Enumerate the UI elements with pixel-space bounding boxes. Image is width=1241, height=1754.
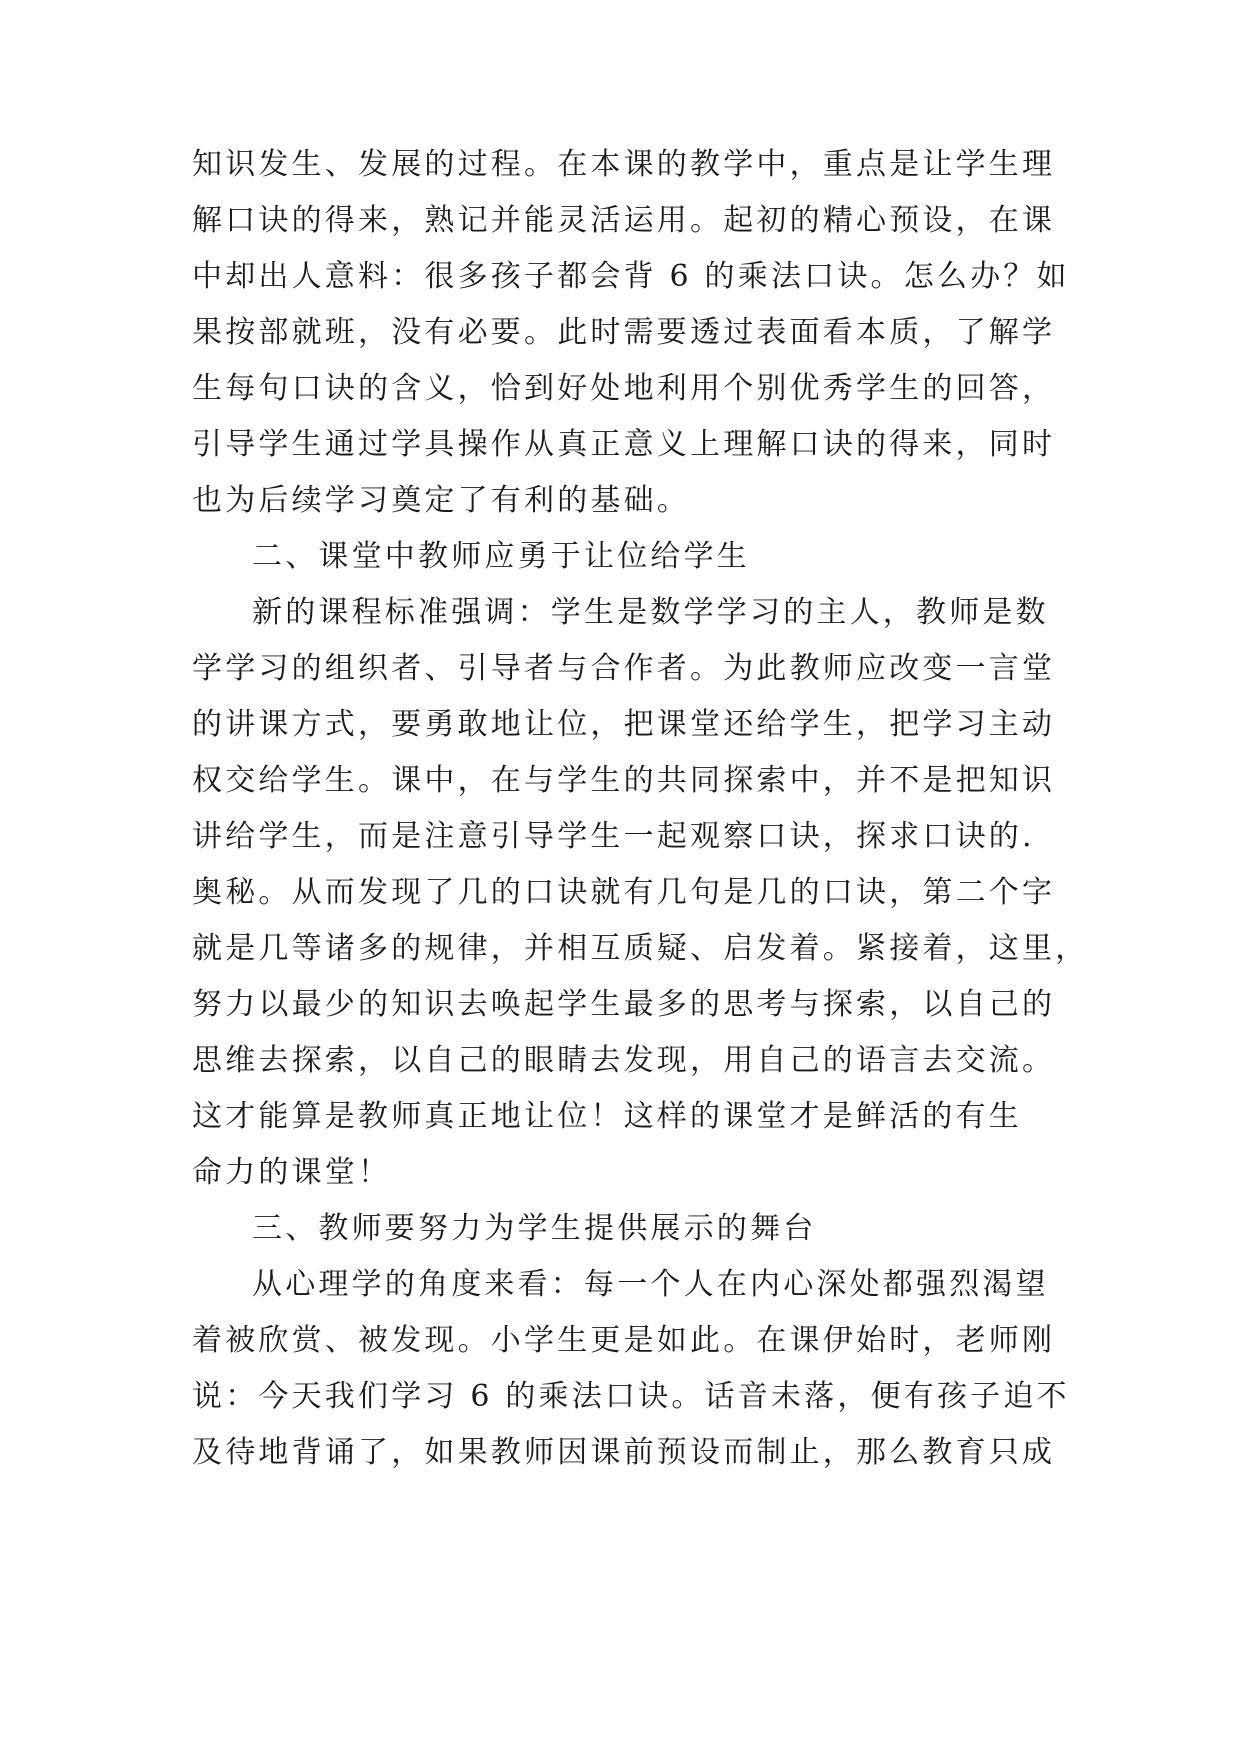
text-line: 讲给学生，而是注意引导学生一起观察口诀，探求口诀的. <box>192 819 1035 854</box>
text-line: 引导学生通过学具操作从真正意义上理解口诀的得来，同时 <box>192 427 1056 462</box>
text-line: 解口诀的得来，熟记并能灵活运用。起初的精心预设，在课 <box>192 203 1056 238</box>
text-line: 的讲课方式，要勇敢地让位，把课堂还给学生，把学习主动 <box>192 707 1056 742</box>
text-line: 果按部就班，没有必要。此时需要透过表面看本质，了解学 <box>192 315 1056 350</box>
section-heading: 二、课堂中教师应勇于让位给学生 <box>252 539 750 574</box>
text-line: 就是几等诸多的规律，并相互质疑、启发着。紧接着，这里， <box>192 931 1089 966</box>
text-line: 学学习的组织者、引导者与合作者。为此教师应改变一言堂 <box>192 651 1056 686</box>
text-line: 努力以最少的知识去唤起学生最多的思考与探索，以自己的 <box>192 987 1056 1022</box>
text-line: 这才能算是教师真正地让位！这样的课堂才是鲜活的有生 <box>192 1099 1022 1134</box>
text-line: 从心理学的角度来看：每一个人在内心深处都强烈渴望 <box>252 1267 1049 1302</box>
text-line: 新的课程标准强调：学生是数学学习的主人，教师是数 <box>252 595 1049 630</box>
text-line: 及待地背诵了，如果教师因课前预设而制止，那么教育只成 <box>192 1435 1056 1470</box>
text-line: 生每句口诀的含义，恰到好处地利用个别优秀学生的回答， <box>192 371 1056 406</box>
text-line: 权交给学生。课中，在与学生的共同探索中，并不是把知识 <box>192 763 1056 798</box>
text-line: 思维去探索，以自己的眼睛去发现，用自己的语言去交流。 <box>192 1043 1056 1078</box>
text-line: 中却出人意料：很多孩子都会背 6 的乘法口诀。怎么办？如 <box>192 259 1070 294</box>
text-line: 奥秘。从而发现了几的口诀就有几句是几的口诀，第二个字 <box>192 875 1056 910</box>
section-heading: 三、教师要努力为学生提供展示的舞台 <box>252 1211 817 1246</box>
text-line: 也为后续学习奠定了有利的基础。 <box>192 483 690 518</box>
text-line: 说：今天我们学习 6 的乘法口诀。话音未落，便有孩子迫不 <box>192 1379 1070 1414</box>
text-line: 着被欣赏、被发现。小学生更是如此。在课伊始时，老师刚 <box>192 1323 1056 1358</box>
text-line: 知识发生、发展的过程。在本课的教学中，重点是让学生理 <box>192 147 1056 182</box>
text-line: 命力的课堂！ <box>192 1155 392 1190</box>
